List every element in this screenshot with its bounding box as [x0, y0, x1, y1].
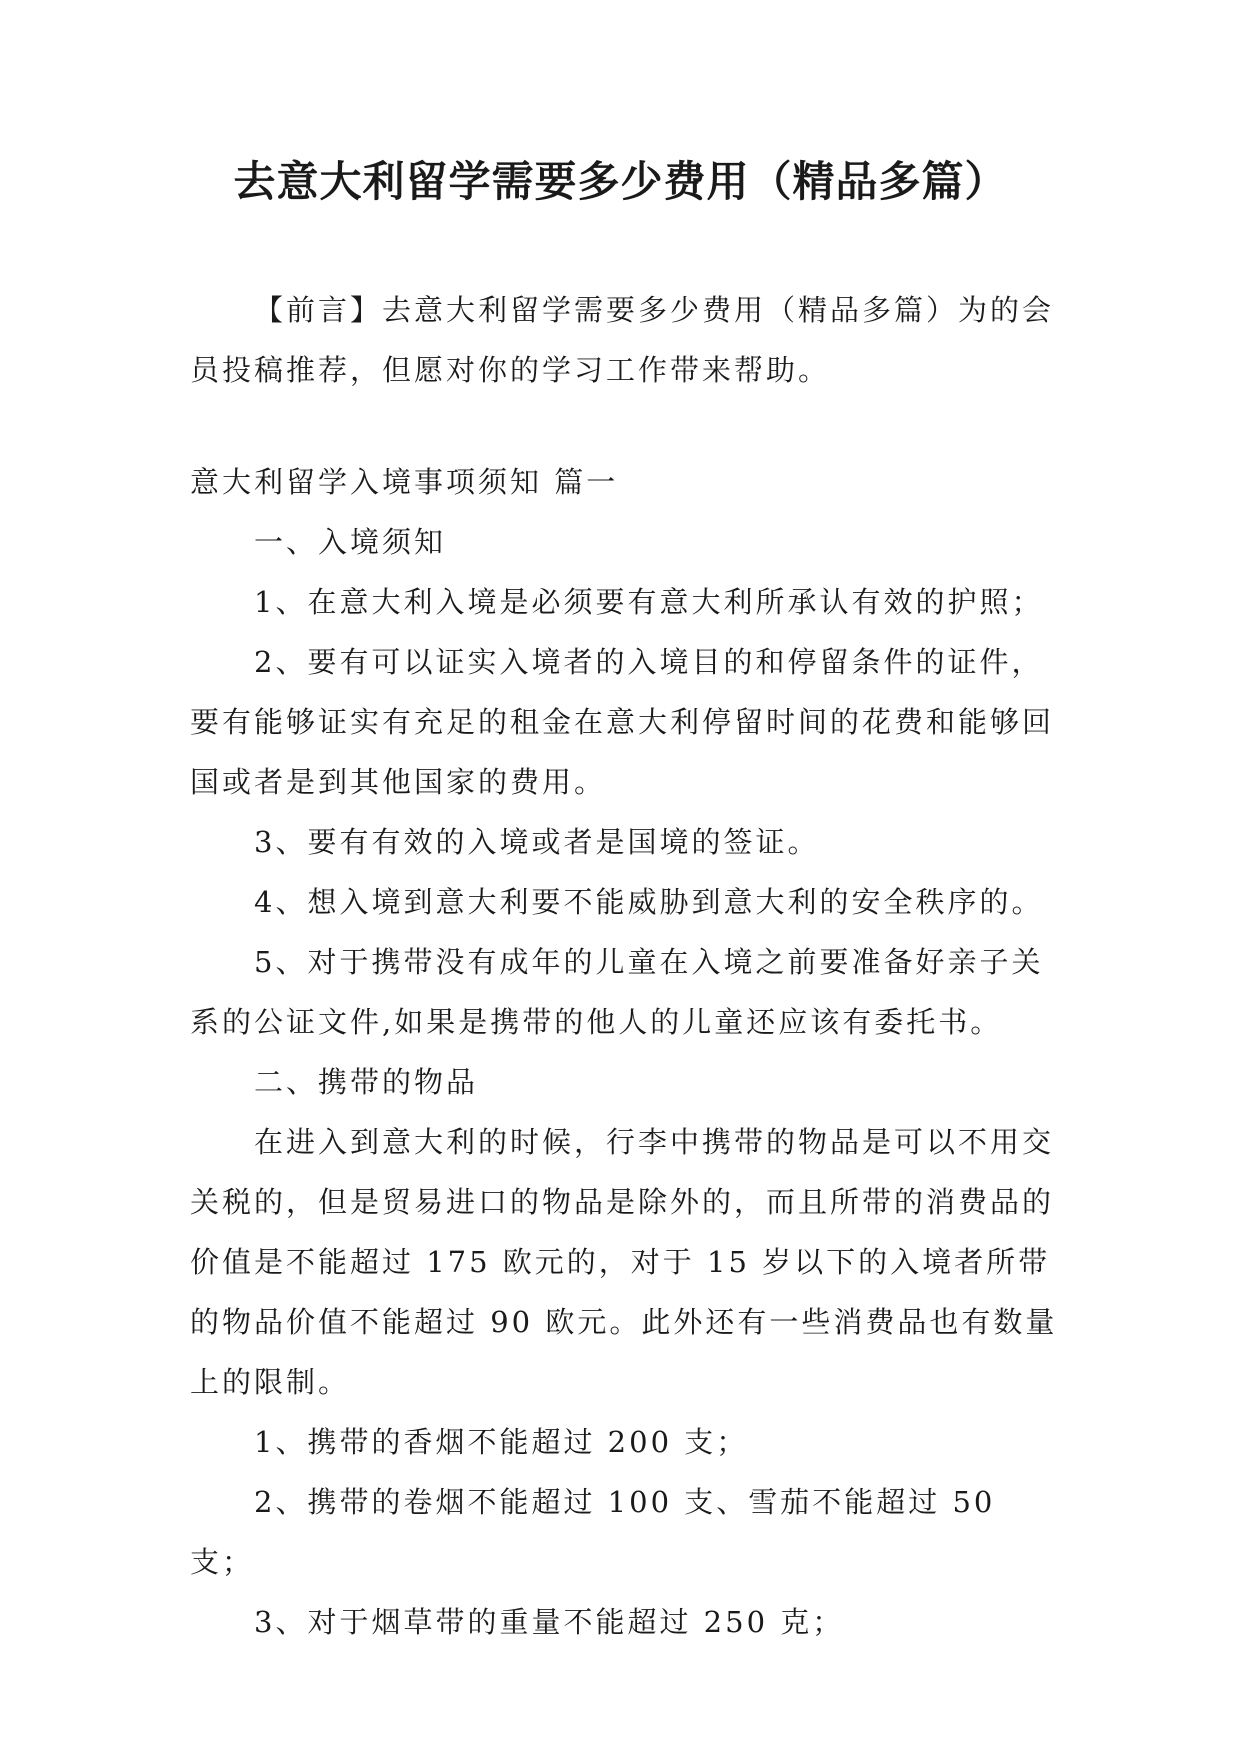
section-heading: 意大利留学入境事项须知 篇一: [190, 465, 619, 499]
paragraph: 3、对于烟草带的重量不能超过 250 克；: [254, 1605, 845, 1639]
document-title: 去意大利留学需要多少费用（精品多篇）: [233, 157, 1008, 206]
document-body: [190, 280, 1070, 1652]
paragraph: 在进入到意大利的时候，行李中携带的物品是可以不用交关税的，但是贸易进口的物品是除外的，而且所带的消费品的价值是不能超过 175 欧元的，对于 15 岁以下的入境者所带的物品价值不能超过 90 欧元。此外还有一些消费品也有数量上的限制。: [190, 1125, 1058, 1399]
paragraph: 一、入境须知: [254, 525, 447, 559]
paragraph: 1、携带的香烟不能超过 200 支；: [254, 1425, 749, 1459]
paragraph: 2、携带的卷烟不能超过 100 支、雪茄不能超过 50 支；: [190, 1485, 1008, 1579]
preface-paragraph: 【前言】去意大利留学需要多少费用（精品多篇）为的会员投稿推荐，但愿对你的学习工作带来帮助。: [190, 293, 1055, 387]
paragraph: 5、对于携带没有成年的儿童在入境之前要准备好亲子关系的公证文件,如果是携带的他人的儿童还应该有委托书。: [190, 945, 1044, 1039]
paragraph: 1、在意大利入境是必须要有意大利所承认有效的护照；: [254, 585, 1044, 619]
paragraph: 二、携带的物品: [254, 1065, 479, 1099]
paragraph: 4、想入境到意大利要不能威胁到意大利的安全秩序的。: [254, 885, 1044, 919]
paragraph: 3、要有有效的入境或者是国境的签证。: [254, 825, 820, 859]
paragraph: 2、要有可以证实入境者的入境目的和停留条件的证件，要有能够证实有充足的租金在意大利停留时间的花费和能够回国或者是到其他国家的费用。: [190, 645, 1055, 799]
